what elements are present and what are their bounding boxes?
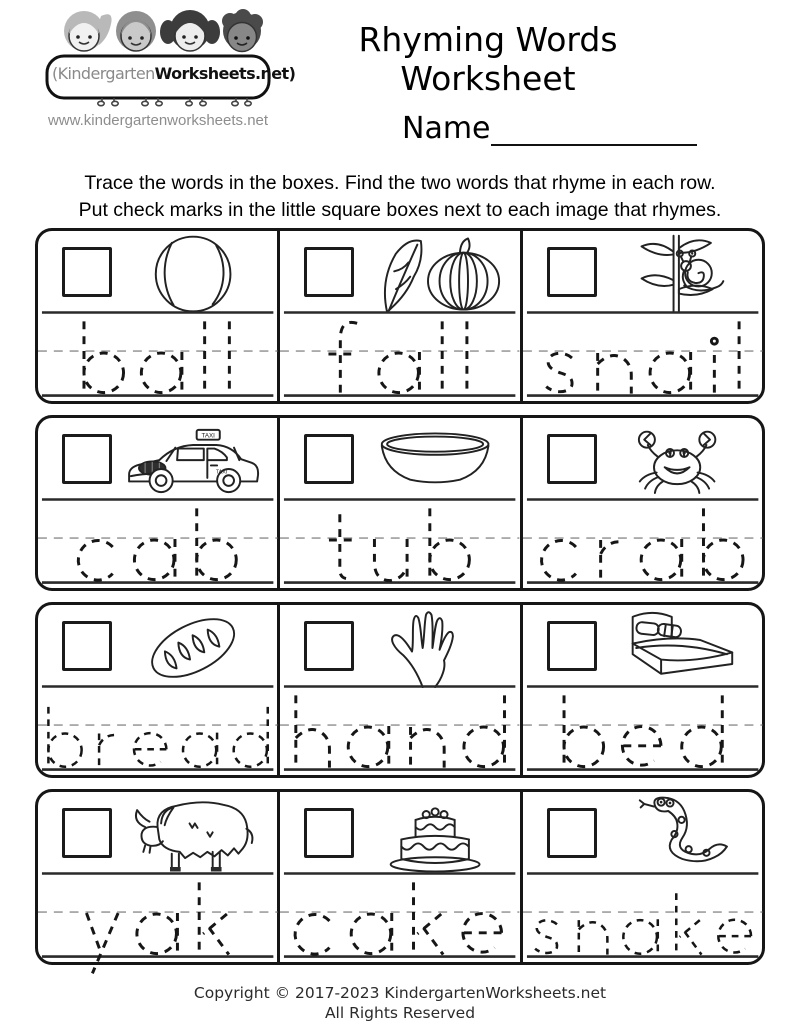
logo-text-gray: (Kindergarten: [52, 64, 155, 83]
trace-area-crab: [523, 496, 762, 588]
rhyme-checkbox-fall[interactable]: [304, 247, 354, 297]
logo-wordmark: [52, 64, 296, 83]
row-2: [35, 415, 765, 591]
name-row: [402, 110, 697, 146]
trace-area-fall: [280, 309, 519, 401]
cell-ball: [38, 231, 280, 401]
kid-girl-pigtails: [160, 10, 220, 51]
cake-image: [364, 795, 506, 875]
leaf-and-pumpkin-image: [364, 234, 506, 314]
worksheet-grid: [35, 228, 765, 976]
instructions: [0, 170, 800, 223]
cell-cab: [38, 418, 280, 588]
trace-area-snake: [523, 870, 762, 962]
row-3: [35, 602, 765, 778]
logo-url: www.kindergartenworksheets.net: [47, 112, 269, 129]
rhyme-checkbox-bed[interactable]: [547, 621, 597, 671]
trace-area-ball: [38, 309, 277, 401]
rhyme-checkbox-hand[interactable]: [304, 621, 354, 671]
instructions-line-1: Trace the words in the boxes. Find the two words that rhyme in each row.: [84, 172, 716, 194]
name-blank-line[interactable]: [491, 110, 697, 146]
cell-crab: [523, 418, 762, 588]
instructions-line-2: Put check marks in the little square boxes next to each image that rhymes.: [78, 198, 722, 221]
kid-girl-ponytail: [64, 11, 112, 51]
taxi-sign-text: TAXI: [201, 432, 215, 440]
crab-image: [606, 421, 748, 501]
site-logo: [44, 8, 296, 144]
cell-cake: [280, 792, 522, 962]
page-title: Rhyming Words Worksheet: [358, 20, 618, 98]
cell-bed: [523, 605, 762, 775]
row-1: [35, 228, 765, 404]
tub-image: [364, 421, 506, 501]
hand-image: [364, 608, 506, 688]
rhyme-checkbox-snail[interactable]: [547, 247, 597, 297]
cell-fall: [280, 231, 522, 401]
row-4: [35, 789, 765, 965]
cell-hand: [280, 605, 522, 775]
footer-copyright: Copyright © 2017-2023 KindergartenWorksheets.net: [193, 984, 607, 1002]
taxi-cab-image: [122, 421, 264, 501]
trace-area-tub: [280, 496, 519, 588]
rhyme-checkbox-tub[interactable]: [304, 434, 354, 484]
yak-image: [122, 795, 264, 875]
kid-boy-curly: [222, 9, 263, 52]
rhyme-checkbox-ball[interactable]: [62, 247, 112, 297]
trace-area-cake: [280, 870, 519, 962]
logo-text-bold: Worksheets.net): [154, 64, 296, 83]
cell-tub: [280, 418, 522, 588]
snail-on-branch-image: [606, 234, 748, 314]
baseball-image: [122, 234, 264, 314]
footer-rights: All Rights Reserved: [324, 1004, 476, 1022]
trace-area-cab: [38, 496, 277, 588]
trace-area-snail: [523, 309, 762, 401]
name-label: Name: [402, 111, 491, 146]
rhyme-checkbox-crab[interactable]: [547, 434, 597, 484]
rhyme-checkbox-snake[interactable]: [547, 808, 597, 858]
rhyme-checkbox-bread[interactable]: [62, 621, 112, 671]
kid-boy-gray: [116, 11, 156, 51]
trace-area-hand: [280, 683, 519, 775]
cell-snake: [523, 792, 762, 962]
rhyme-checkbox-cake[interactable]: [304, 808, 354, 858]
cell-snail: [523, 231, 762, 401]
rhyme-checkbox-cab[interactable]: [62, 434, 112, 484]
trace-area-bed: [523, 683, 762, 775]
rhyme-checkbox-yak[interactable]: [62, 808, 112, 858]
cell-yak: [38, 792, 280, 962]
cell-bread: [38, 605, 280, 775]
bed-image: [606, 608, 748, 688]
bread-loaf-image: [122, 608, 264, 688]
footer: [0, 983, 800, 1023]
logo-kids-illustration: [44, 8, 272, 108]
taxi-door-text: TAXI: [215, 469, 227, 476]
trace-area-yak: [38, 870, 277, 962]
trace-area-bread: [38, 683, 277, 775]
snake-image: [606, 795, 748, 875]
